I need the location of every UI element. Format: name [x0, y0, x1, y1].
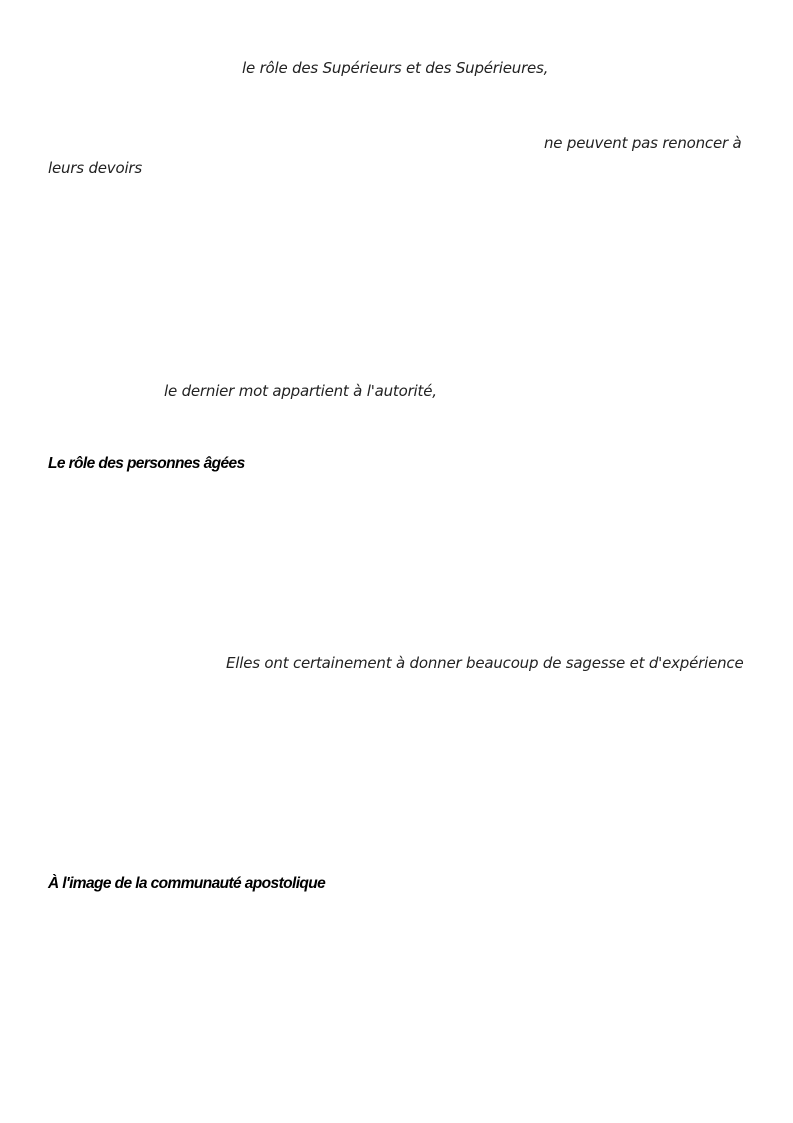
section-heading-communaute-apostolique: À l'image de la communauté apostolique	[48, 875, 326, 892]
text-fragment-dernier-mot: le dernier mot appartient à l'autorité,	[164, 382, 437, 400]
text-fragment-sagesse-experience: Elles ont certainement à donner beaucoup de sagesse et d'expérience	[226, 654, 744, 672]
text-fragment-role-superieurs: le rôle des Supérieurs et des Supérieures,	[242, 59, 549, 77]
text-fragment-leurs-devoirs: leurs devoirs	[48, 159, 143, 177]
text-fragment-ne-peuvent-pas: ne peuvent pas renoncer à	[544, 134, 742, 152]
section-heading-personnes-agees: Le rôle des personnes âgées	[48, 455, 245, 472]
